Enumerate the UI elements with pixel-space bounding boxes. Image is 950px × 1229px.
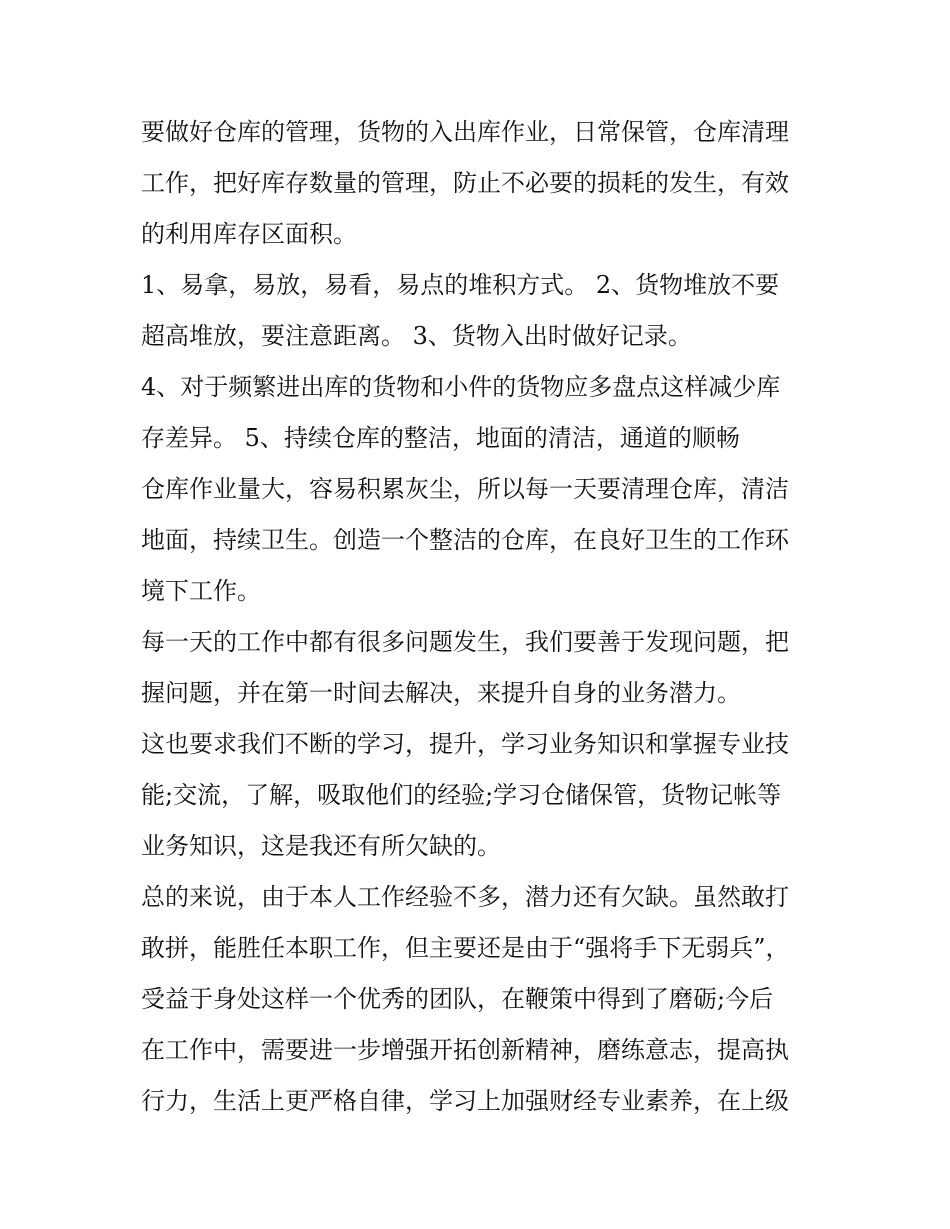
text-line-17: 敢拼，能胜任本职工作，但主要还是由于“强将手下无弱兵”， [141, 934, 790, 962]
text-line-3: 的利用库存区面积。 [141, 220, 357, 248]
text-line-19: 在工作中，需要进一步增强开拓创新精神，磨练意志，提高执 [141, 1036, 789, 1064]
text-line-16: 总的来说，由于本人工作经验不多，潜力还有欠缺。虽然敢打 [141, 883, 789, 911]
text-line-4: 1、易拿，易放，易看，易点的堆积方式。 2、货物堆放不要 [141, 271, 780, 299]
text-line-9: 地面，持续卫生。创造一个整洁的仓库，在良好卫生的工作环 [141, 526, 789, 554]
text-line-8: 仓库作业量大，容易积累灰尘，所以每一天要清理仓库，清洁 [141, 475, 789, 503]
text-line-13: 这也要求我们不断的学习，提升，学习业务知识和掌握专业技 [141, 730, 789, 758]
text-line-10: 境下工作。 [141, 577, 261, 605]
text-line-2: 工作，把好库存数量的管理，防止不必要的损耗的发生，有效 [141, 169, 789, 197]
text-line-6: 4、对于频繁进出库的货物和小件的货物应多盘点这样减少库 [141, 373, 781, 401]
text-line-11: 每一天的工作中都有很多问题发生，我们要善于发现问题，把 [141, 628, 789, 656]
text-line-14: 能;交流，了解，吸取他们的经验;学习仓储保管，货物记帐等 [141, 781, 782, 809]
text-line-7: 存差异。 5、持续仓库的整洁，地面的清洁，通道的顺畅 [141, 424, 740, 452]
text-line-15: 业务知识，这是我还有所欠缺的。 [141, 832, 501, 860]
document-body [141, 107, 821, 1127]
text-line-1: 要做好仓库的管理，货物的入出库作业，日常保管，仓库清理 [141, 118, 789, 146]
text-line-5: 超高堆放，要注意距离。 3、货物入出时做好记录。 [141, 322, 692, 350]
text-line-18: 受益于身处这样一个优秀的团队，在鞭策中得到了磨砺;今后 [141, 985, 774, 1013]
text-line-20: 行力，生活上更严格自律，学习上加强财经专业素养，在上级 [141, 1087, 789, 1115]
text-line-12: 握问题，并在第一时间去解决，来提升自身的业务潜力。 [141, 679, 741, 707]
